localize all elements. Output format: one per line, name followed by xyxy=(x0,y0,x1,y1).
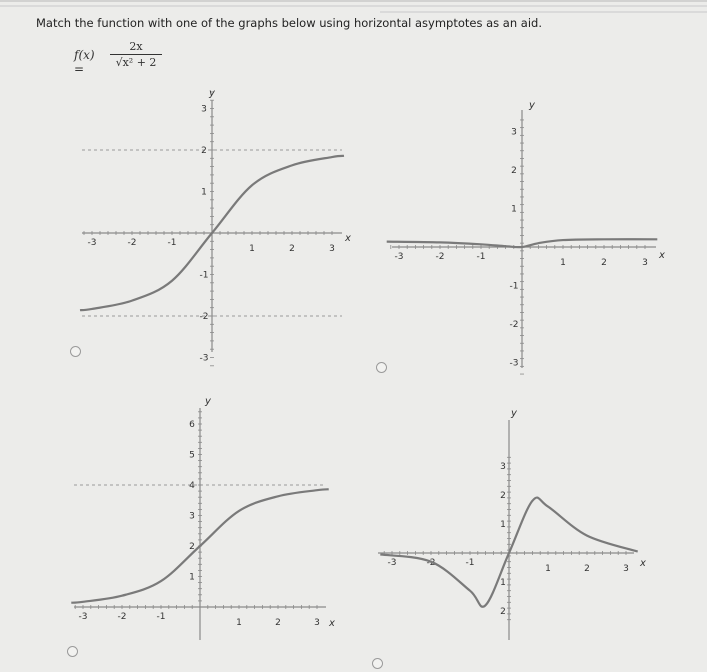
graph-3-x-tick-label: 1 xyxy=(236,618,242,628)
graph-3-x-tick-label: 2 xyxy=(275,618,281,628)
graph-4-y-axis-label: y xyxy=(511,408,517,419)
graph-3-x-tick-label: 3 xyxy=(314,618,320,628)
graph-2-y-tick-label: -1 xyxy=(509,281,519,292)
graph-2-x-axis-label: x xyxy=(659,250,665,261)
graph-2-y-tick-label: -3 xyxy=(509,358,519,369)
graph-1-y-tick-label: 3 xyxy=(201,104,207,115)
graph-2-x-tick-label: -1 xyxy=(476,252,486,262)
graph-4-x-tick-label: -2 xyxy=(426,558,436,568)
graph-3-y-tick-label: 1 xyxy=(189,572,195,583)
graph-4-y-tick-label: 1 xyxy=(500,578,506,588)
graph-1-y-tick-label: -3 xyxy=(199,353,209,364)
graph-3-x-axis-label: x xyxy=(329,618,335,629)
graph-3-y-tick-label: 2 xyxy=(189,542,195,552)
graph-4-y-tick-label: 2 xyxy=(500,607,506,617)
graph-3-x-tick-label: -3 xyxy=(78,612,88,622)
graph-1-x-tick-label: 1 xyxy=(249,244,255,254)
graph-4-y-tick-label: 1 xyxy=(500,520,506,530)
graph-2-y-tick-label: 2 xyxy=(511,166,517,176)
graph-1-x-tick-label: 2 xyxy=(289,244,295,254)
graph-d-radio[interactable] xyxy=(372,658,383,669)
graph-1-y-tick-label: 2 xyxy=(201,146,207,156)
graph-4-y-tick-label: 2 xyxy=(500,491,506,501)
question-text: Match the function with one of the graphs below using horizontal asymptotes as an aid. xyxy=(36,16,542,30)
graph-3-y-tick-label: 3 xyxy=(189,511,195,522)
graph-1-y-tick-label: 1 xyxy=(201,187,207,198)
graph-1-y-axis-label: y xyxy=(209,88,215,99)
formula-lhs: f(x) = xyxy=(74,48,95,76)
graph-1-x-axis-label: x xyxy=(345,233,351,244)
graph-1-x-tick-label: -1 xyxy=(167,238,177,248)
graph-2-x-tick-label: 1 xyxy=(560,258,566,268)
graph-3-y-tick-label: 6 xyxy=(189,420,195,430)
graph-4-x-tick-label: -3 xyxy=(387,558,397,568)
graph-3-y-tick-label: 4 xyxy=(189,481,195,491)
graph-1-y-tick-label: -1 xyxy=(199,270,209,281)
graph-a-radio[interactable] xyxy=(70,346,81,357)
formula-numerator: 2x xyxy=(129,40,143,53)
graph-4-x-tick-label: -1 xyxy=(465,558,475,568)
graph-3-y-tick-label: 5 xyxy=(189,450,195,461)
graph-1-y-tick-label: -2 xyxy=(199,312,209,322)
graph-2-y-axis-label: y xyxy=(529,100,535,111)
graph-2-y-tick-label: 1 xyxy=(511,204,517,215)
graph-4-x-tick-label: 1 xyxy=(545,564,551,574)
graph-1-x-tick-label: -2 xyxy=(127,238,137,248)
graph-3-y-axis-label: y xyxy=(205,396,211,407)
graph-4-y-tick-label: 3 xyxy=(500,462,506,472)
formula-denominator: √x² + 2 xyxy=(115,56,157,69)
graph-2-x-tick-label: -2 xyxy=(435,252,445,262)
graph-4-x-tick-label: 2 xyxy=(584,564,590,574)
graph-2-y-tick-label: 3 xyxy=(511,127,517,138)
graph-2-y-tick-label: -2 xyxy=(509,320,519,330)
graph-4-x-tick-label: 3 xyxy=(623,564,629,574)
graph-1-x-tick-label: -3 xyxy=(87,238,97,248)
graph-2-x-tick-label: -3 xyxy=(394,252,404,262)
graph-c-radio[interactable] xyxy=(67,646,78,657)
graph-1-x-tick-label: 3 xyxy=(329,244,335,254)
graph-4-x-axis-label: x xyxy=(640,558,646,569)
graph-2-x-tick-label: 3 xyxy=(642,258,648,268)
graph-b-radio[interactable] xyxy=(376,362,387,373)
graph-3-x-tick-label: -1 xyxy=(156,612,166,622)
graph-2-x-tick-label: 2 xyxy=(601,258,607,268)
graph-3-x-tick-label: -2 xyxy=(117,612,127,622)
